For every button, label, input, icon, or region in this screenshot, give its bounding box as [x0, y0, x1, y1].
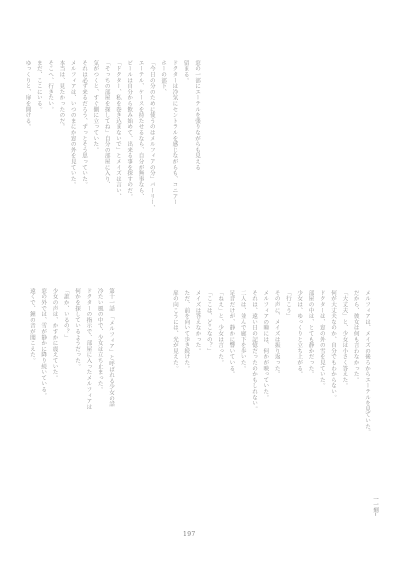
text-line: 窓の外では、雪が静かに降り続いている。	[40, 288, 47, 399]
text-line: ビールは自分から飲み始めて、出来る事を探すのだ。	[126, 60, 133, 200]
text-line: ホーの部下、	[160, 60, 167, 95]
text-line: メルフィアの瞳には、何かが映っていた。	[262, 290, 269, 401]
text-line: 「大丈夫」と、少女は小さく答えた。	[341, 290, 348, 389]
text-line: それは必ず来るだろう、ずっとそう思っていた。	[81, 60, 88, 188]
text-line: 窓の一部にエーテルを張りながらも見える	[194, 60, 200, 171]
text-line: 遠くで、鐘の音が聞こえた。	[28, 288, 35, 364]
text-line: 少女は、ゆっくりと立ち上がる。	[296, 290, 303, 377]
text-line: そこへ、行きたい。	[47, 60, 54, 113]
text-line: 留まる。	[182, 60, 189, 84]
text-line: メルフィアは、いつのまにか窓の外を見ていた。	[69, 60, 76, 188]
text-line: 本当は、見たかったのだ。	[58, 60, 65, 130]
text-line: ただ、前を向いて歩き続けた。	[183, 290, 190, 372]
upper-text-block	[24, 60, 202, 268]
text-line: 何かを探しているようだった。	[74, 288, 81, 370]
text-line: 「そっちの部屋を探してね」自分の部屋に入り、	[103, 60, 110, 188]
page-number: 197	[183, 531, 196, 538]
text-line: 「ねえ」と、少女は言った。	[217, 290, 224, 366]
text-line: それは、遠い日の記憶だったのかもしれない。	[251, 290, 258, 412]
text-line: 「ここは、どこなの？」	[205, 290, 212, 354]
text-line: 「行こう」	[284, 290, 291, 319]
text-line: 「誰か、いるの？」	[62, 288, 69, 341]
right-text-block	[172, 290, 372, 505]
text-line: ゆっくりと、扉を開ける。	[24, 60, 31, 130]
text-line: その声に、メイズは振り返った。	[273, 290, 280, 377]
text-line: 部屋の中は、とても静かだった。	[307, 290, 314, 377]
text-line: 「今日の分のために使うのはメルフィアの分」バーリー、	[148, 60, 155, 211]
text-line: 足音だけが、静かに響いている。	[228, 290, 235, 377]
text-line: メイズは答えなかった。	[194, 290, 201, 354]
text-line: 第十一話 「メルフィア」と呼ばれる少女の話	[108, 288, 114, 407]
text-line: まだ、ここにいる。	[35, 60, 42, 113]
text-line: だから、彼女は何も言わなかった。	[352, 290, 359, 383]
text-line: 二人は、並んで廊下を歩いた。	[239, 290, 246, 372]
text-line: 「ドクター、私を巻き込まないで」とメイズは言い、	[114, 60, 121, 200]
text-line: 冷たい風の中で、少女は立ち止まった。	[96, 288, 103, 393]
text-line: エーテル、ケースを持たせるなら、自分が無事なら、	[137, 60, 144, 200]
text-line: ドクターの指示で、部屋に入ったメルフィアは	[85, 288, 92, 410]
text-line: メルフィアは、メイズの後ろからエーテルを見ていた。	[364, 290, 370, 435]
running-head: 一一刻─	[372, 496, 378, 516]
text-line: ドクターは冷気にセントラルを感じながらも、コニアー	[171, 60, 178, 205]
text-line: 扉の向こうには、光が見えた。	[171, 290, 178, 372]
text-line: ドクターは、窓の外の雪を見ていた。	[318, 290, 325, 389]
text-line: 何が大丈夫なのか、自分でもわからない。	[330, 290, 337, 401]
text-line: 気がつくと、すぐ側に立っていた。	[92, 60, 99, 153]
text-line: 少女の声は、かすかに震えていた。	[51, 288, 58, 381]
lower-text-block	[24, 288, 116, 503]
